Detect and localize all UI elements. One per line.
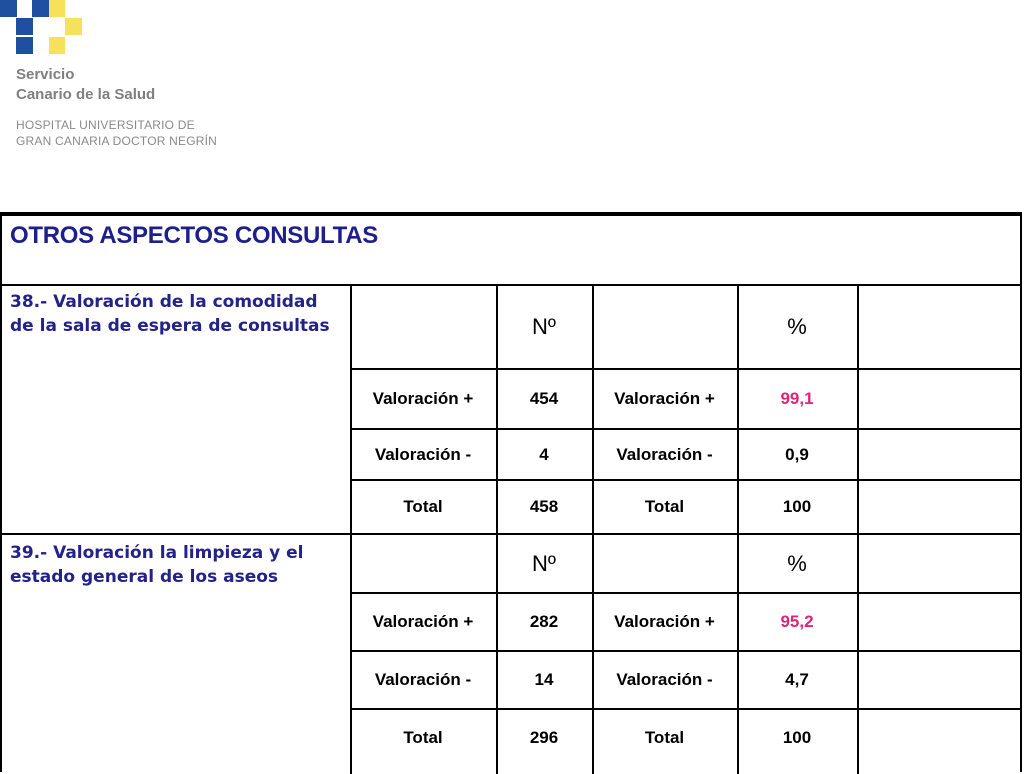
hospital-name-line2: GRAN CANARIA DOCTOR NEGRÍN <box>16 134 218 148</box>
row-percent: 100 <box>782 728 812 747</box>
row-label: Valoración - <box>616 444 713 464</box>
row-count: 4 <box>539 444 549 464</box>
row-label: Valoración + <box>372 612 474 631</box>
row-count: 282 <box>529 612 559 631</box>
question-38: 38.- Valoración de la comodidad de la sala de espera de consultas <box>10 292 330 336</box>
row-percent: 95,2 <box>780 612 814 631</box>
row-count: 296 <box>529 728 559 747</box>
row-count: 458 <box>529 497 559 516</box>
row-label: Valoración + <box>614 612 715 631</box>
row-label: Valoración - <box>374 670 472 689</box>
header-n: Nº <box>532 314 556 339</box>
question-39: 39.- Valoración la limpieza y el estado general de los aseos <box>10 543 304 587</box>
header-n: Nº <box>532 550 556 576</box>
row-percent: 4,7 <box>785 670 809 689</box>
hospital-name-line1: HOSPITAL UNIVERSITARIO DE <box>16 118 195 132</box>
row-percent: 100 <box>782 497 812 516</box>
scs-logo <box>0 0 82 55</box>
row-label: Total <box>403 497 443 516</box>
brand-servicio: Servicio <box>16 66 75 83</box>
row-label: Total <box>644 728 685 747</box>
header-percent: % <box>787 550 807 576</box>
row-percent: 99,1 <box>780 389 814 408</box>
row-label: Valoración + <box>372 389 474 408</box>
row-count: 454 <box>529 389 559 408</box>
row-label: Total <box>644 497 685 516</box>
column-divider <box>857 284 859 774</box>
row-label: Valoración + <box>614 389 715 408</box>
brand-canario-salud: Canario de la Salud <box>16 86 156 103</box>
row-label: Valoración - <box>374 444 472 464</box>
row-percent: 0,9 <box>785 444 809 464</box>
table-title: OTROS ASPECTOS CONSULTAS <box>10 222 378 249</box>
row-label: Valoración - <box>616 670 713 689</box>
header-percent: % <box>787 314 807 339</box>
row-label: Total <box>403 728 443 747</box>
row-count: 14 <box>534 670 554 689</box>
